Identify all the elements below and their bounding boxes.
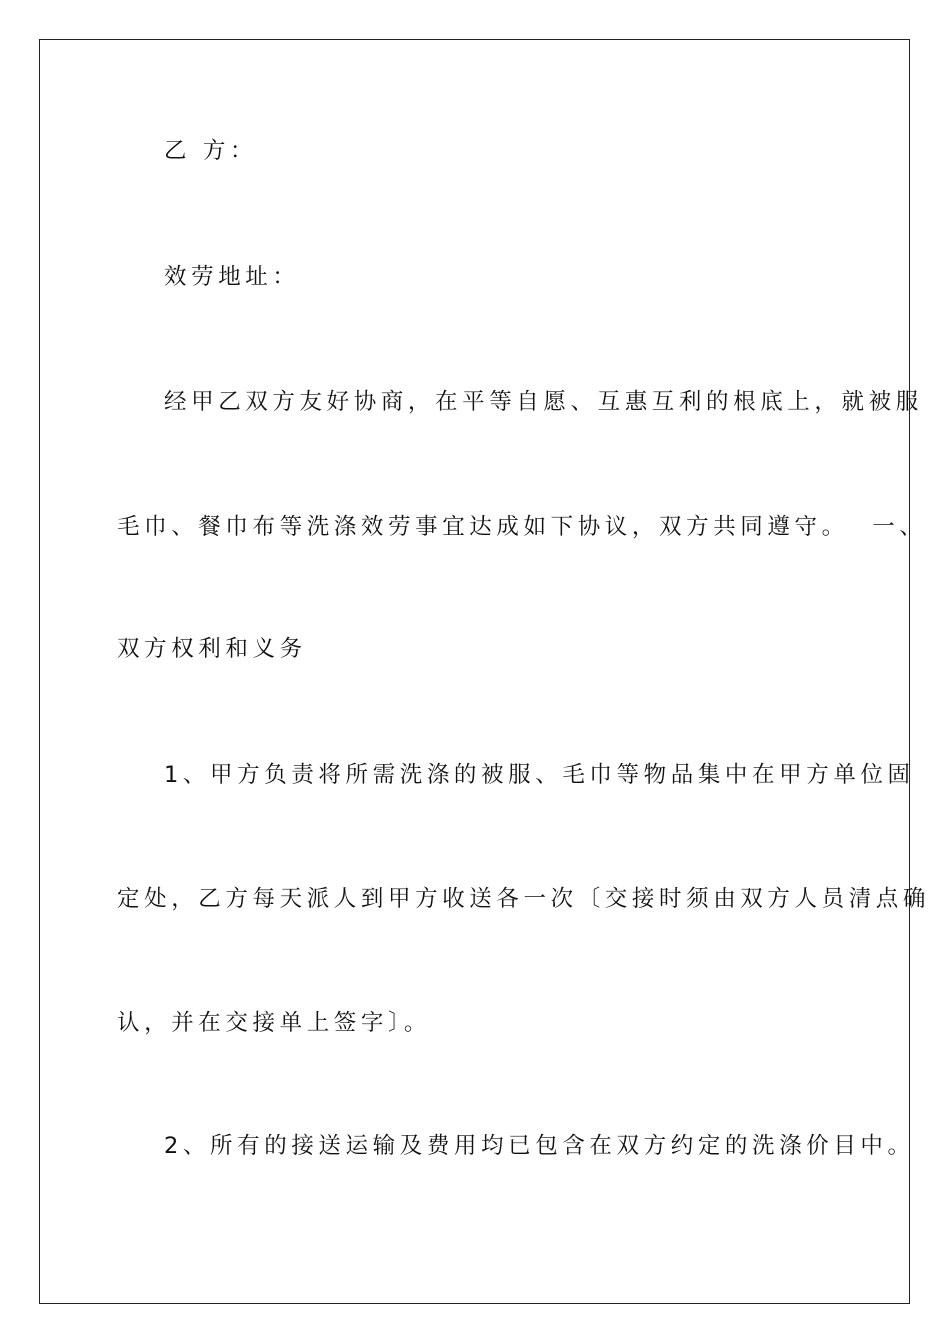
clause-2-line-1: 2、所有的接送运输及费用均已包含在双方约定的洗涤价目中。 (164, 1133, 915, 1159)
service-address-label: 效劳地址： (164, 264, 300, 290)
clause-1-line-1: 1、甲方负责将所需洗涤的被服、毛巾等物品集中在甲方单位固 (164, 762, 915, 788)
intro-paragraph-line-2: 毛巾、餐巾布等洗涤效劳事宜达成如下协议，双方共同遵守。 一、 (117, 514, 927, 540)
intro-paragraph-line-1: 经甲乙双方友好协商，在平等自愿、互惠互利的根底上，就被服 (164, 389, 923, 415)
clause-1-line-3: 认，并在交接单上签字〕。 (117, 1010, 431, 1036)
party-b-label: 乙 方： (164, 138, 258, 164)
section-heading-rights-obligations: 双方权利和义务 (117, 636, 307, 662)
clause-1-line-2: 定处，乙方每天派人到甲方收送各一次〔交接时须由双方人员清点确 (117, 886, 931, 912)
page-border (39, 39, 931, 1304)
